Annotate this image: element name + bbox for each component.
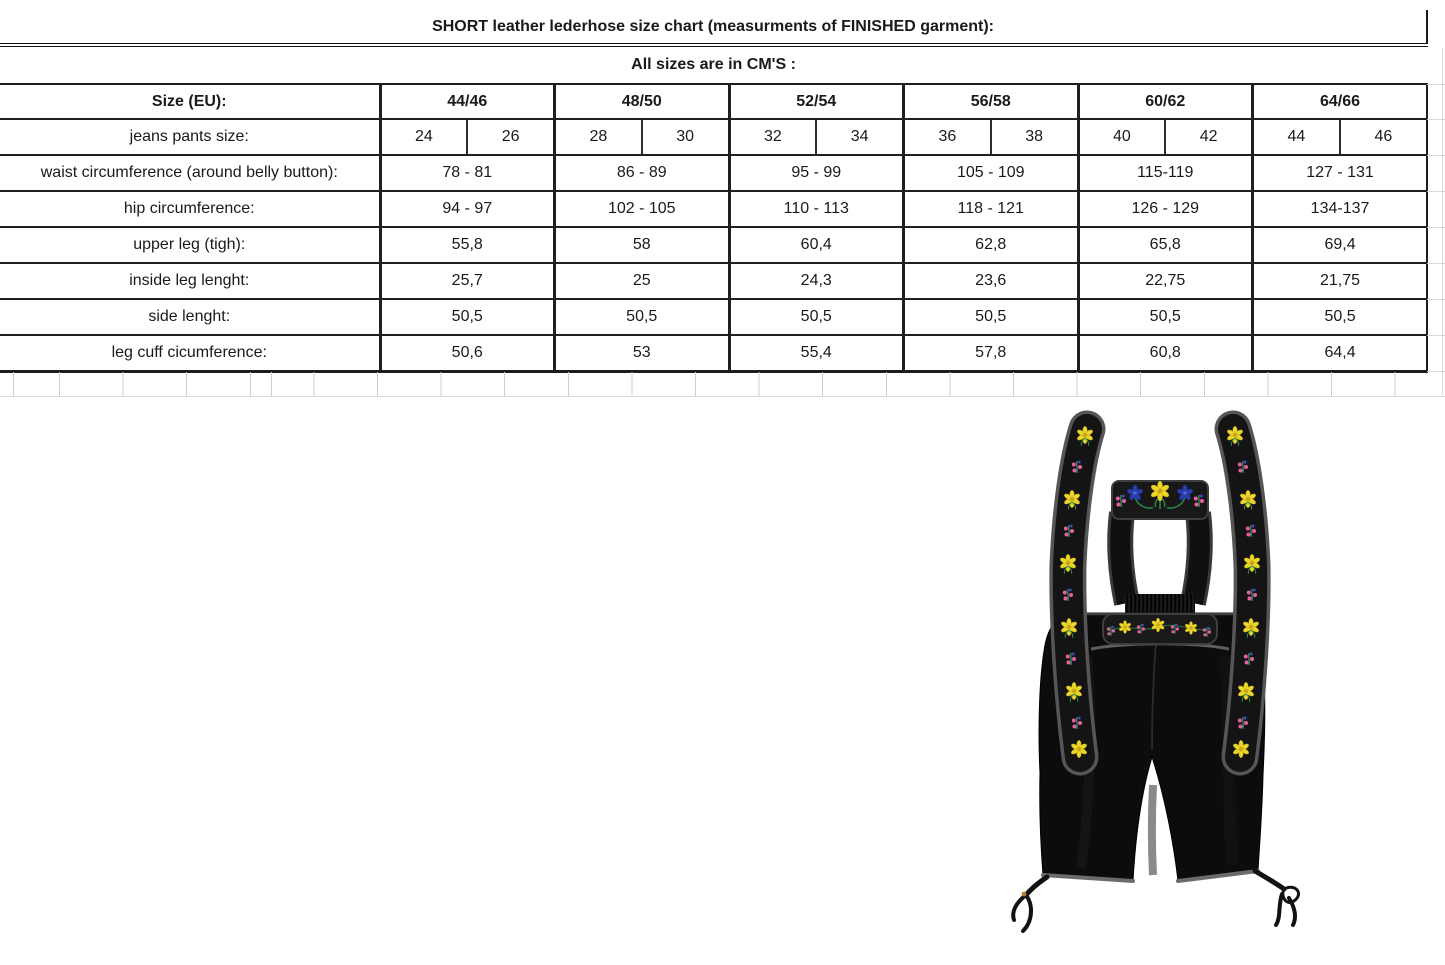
value-cell: 50,5 [1253,299,1428,335]
row-label: leg cuff cicumference: [0,335,380,371]
spreadsheet-gridline [1427,155,1445,156]
jeans-size-cell: 32 [729,119,816,155]
value-cell: 64,4 [1253,335,1428,371]
spreadsheet-gridline [1427,371,1445,372]
value-cell: 58 [555,227,730,263]
row-label: side lenght: [0,299,380,335]
value-cell: 50,5 [904,299,1079,335]
value-cell: 50,5 [380,299,555,335]
size-header-cell: 52/54 [729,84,904,119]
row-label-jeans: jeans pants size: [0,119,380,155]
jeans-size-cell: 44 [1253,119,1340,155]
drawstring-bow-right [1255,871,1299,925]
value-cell: 25,7 [380,263,555,299]
value-cell: 50,5 [1078,299,1253,335]
jeans-size-cell: 38 [991,119,1078,155]
row-label: hip circumference: [0,191,380,227]
value-cell: 25 [555,263,730,299]
value-cell: 60,4 [729,227,904,263]
value-cell: 62,8 [904,227,1079,263]
spreadsheet-gridline [1427,119,1445,120]
value-cell: 95 - 99 [729,155,904,191]
spreadsheet-gridline [1442,48,1443,396]
jeans-size-cell: 26 [467,119,554,155]
value-cell: 94 - 97 [380,191,555,227]
waistband [1103,614,1217,644]
size-chart-table [0,10,1428,373]
size-header-cell: 56/58 [904,84,1079,119]
size-header-cell: 60/62 [1078,84,1253,119]
value-cell: 21,75 [1253,263,1428,299]
size-header-cell: 48/50 [555,84,730,119]
value-cell: 60,8 [1078,335,1253,371]
value-cell: 50,5 [555,299,730,335]
jeans-size-cell: 34 [816,119,903,155]
product-photo [975,405,1330,960]
row-label: upper leg (tigh): [0,227,380,263]
suspender-left [1059,426,1093,757]
value-cell: 24,3 [729,263,904,299]
jeans-size-cell: 24 [380,119,467,155]
value-cell: 127 - 131 [1253,155,1428,191]
row-label: waist circumference (around belly button): [0,155,380,191]
jeans-size-cell: 46 [1340,119,1427,155]
measurement-row-side-length [0,299,1427,335]
size-header-row [0,84,1427,119]
spreadsheet-gridline [1427,299,1445,300]
drawstring-bow-left [1013,877,1047,931]
subtitle-row [0,45,1427,84]
value-cell: 126 - 129 [1078,191,1253,227]
value-cell: 134-137 [1253,191,1428,227]
jeans-size-cell: 28 [555,119,642,155]
spreadsheet-gridline [1427,191,1445,192]
row-label-size-eu: Size (EU): [0,84,380,119]
table-title: SHORT leather lederhose size chart (measurments of FINISHED garment): [0,10,1427,45]
spreadsheet-gridline [1427,335,1445,336]
value-cell: 102 - 105 [555,191,730,227]
jeans-size-cell: 30 [642,119,729,155]
row-label: inside leg lenght: [0,263,380,299]
measurement-row-leg-cuff [0,335,1427,371]
value-cell: 118 - 121 [904,191,1079,227]
bib-strap-left [1120,513,1127,603]
lederhosen-image [975,405,1330,960]
measurement-row-waist [0,155,1427,191]
value-cell: 22,75 [1078,263,1253,299]
jeans-size-row [0,119,1427,155]
jeans-size-cell: 42 [1165,119,1252,155]
spreadsheet-gridline [1427,263,1445,264]
value-cell: 69,4 [1253,227,1428,263]
value-cell: 50,5 [729,299,904,335]
spreadsheet-gridline [1427,227,1445,228]
table-subtitle: All sizes are in CM'S : [0,45,1427,84]
title-row [0,10,1427,45]
value-cell: 115-119 [1078,155,1253,191]
value-cell: 105 - 109 [904,155,1079,191]
value-cell: 78 - 81 [380,155,555,191]
jeans-size-cell: 40 [1078,119,1165,155]
value-cell: 65,8 [1078,227,1253,263]
empty-spreadsheet-row [0,372,1445,397]
size-header-cell: 64/66 [1253,84,1428,119]
value-cell: 86 - 89 [555,155,730,191]
size-header-cell: 44/46 [380,84,555,119]
value-cell: 50,6 [380,335,555,371]
measurement-row-upper-leg [0,227,1427,263]
value-cell: 110 - 113 [729,191,904,227]
measurement-row-inside-leg [0,263,1427,299]
value-cell: 53 [555,335,730,371]
value-cell: 23,6 [904,263,1079,299]
jeans-size-cell: 36 [904,119,991,155]
spreadsheet-gridline [1427,84,1445,85]
bib-crossbar [1112,481,1208,519]
value-cell: 55,4 [729,335,904,371]
measurement-row-hip [0,191,1427,227]
value-cell: 55,8 [380,227,555,263]
suspender-right [1226,426,1260,757]
bib-strap-right [1193,513,1200,603]
value-cell: 57,8 [904,335,1079,371]
